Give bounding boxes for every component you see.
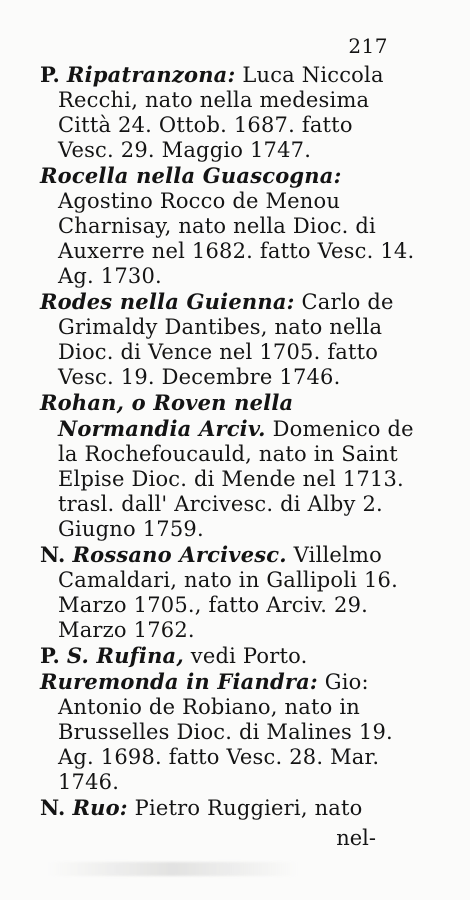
entry-text: Domenico de la Rochefoucauld, nato in Saint Elpise Dioc. di Mende nel 1713. trasl. dall' Arcivesc. di Alby 2. Giugno 1759. [58, 417, 414, 541]
entry-place: Rossano Arcivesc. [72, 542, 287, 567]
page-number: 217 [348, 34, 388, 58]
entry-ruo [40, 795, 415, 821]
entry-s-rufina [40, 643, 415, 669]
entry-marker: P. [40, 643, 61, 668]
entry-place: Rohan, o Roven nella Normandia Arciv. [40, 390, 294, 441]
entry-list [40, 62, 415, 821]
entry-place: Ruremonda in Fiandra: [40, 669, 318, 694]
entry-text: Agostino Rocco de Menou Charnisay, nato nella Dioc. di Auxerre nel 1682. fatto Vesc. 14. Ag. 1730. [58, 189, 415, 288]
catchword: nel- [336, 826, 376, 850]
entry-place: Rocella nella Guascogna: [40, 163, 342, 188]
entry-text: Pietro Ruggieri, nato [134, 796, 363, 820]
entry-ruremonda [40, 669, 415, 795]
entry-rodes [40, 289, 415, 390]
entry-place: Ripatranzona: [66, 62, 236, 87]
entry-place: Rodes nella Guienna: [40, 289, 295, 314]
entry-place: S. Rufina, [66, 643, 184, 668]
entry-marker: N. [40, 795, 66, 820]
entry-rocella [40, 163, 415, 289]
bleed-through-smudge [48, 862, 298, 876]
entry-ripatranzona [40, 62, 415, 163]
entry-rossano [40, 542, 415, 643]
entry-text: vedi Porto. [190, 644, 308, 668]
entry-text: Luca Niccola Recchi, nato nella medesima Città 24. Ottob. 1687. fatto Vesc. 29. Maggio 1747. [58, 63, 384, 162]
entry-rohan [40, 390, 415, 542]
entry-text: Gio: Antonio de Robiano, nato in Brusselles Dioc. di Malines 19. Ag. 1698. fatto Vesc. 28. Mar. 1746. [58, 670, 393, 794]
entry-text: Villelmo Camaldari, nato in Gallipoli 16. Marzo 1705., fatto Arciv. 29. Marzo 1762. [58, 543, 398, 642]
entry-place: Ruo: [72, 795, 128, 820]
entry-marker: N. [40, 542, 66, 567]
entry-marker: P. [40, 62, 61, 87]
entry-text: Carlo de Grimaldy Dantibes, nato nella Dioc. di Vence nel 1705. fatto Vesc. 19. Decembre 1746. [58, 290, 394, 389]
